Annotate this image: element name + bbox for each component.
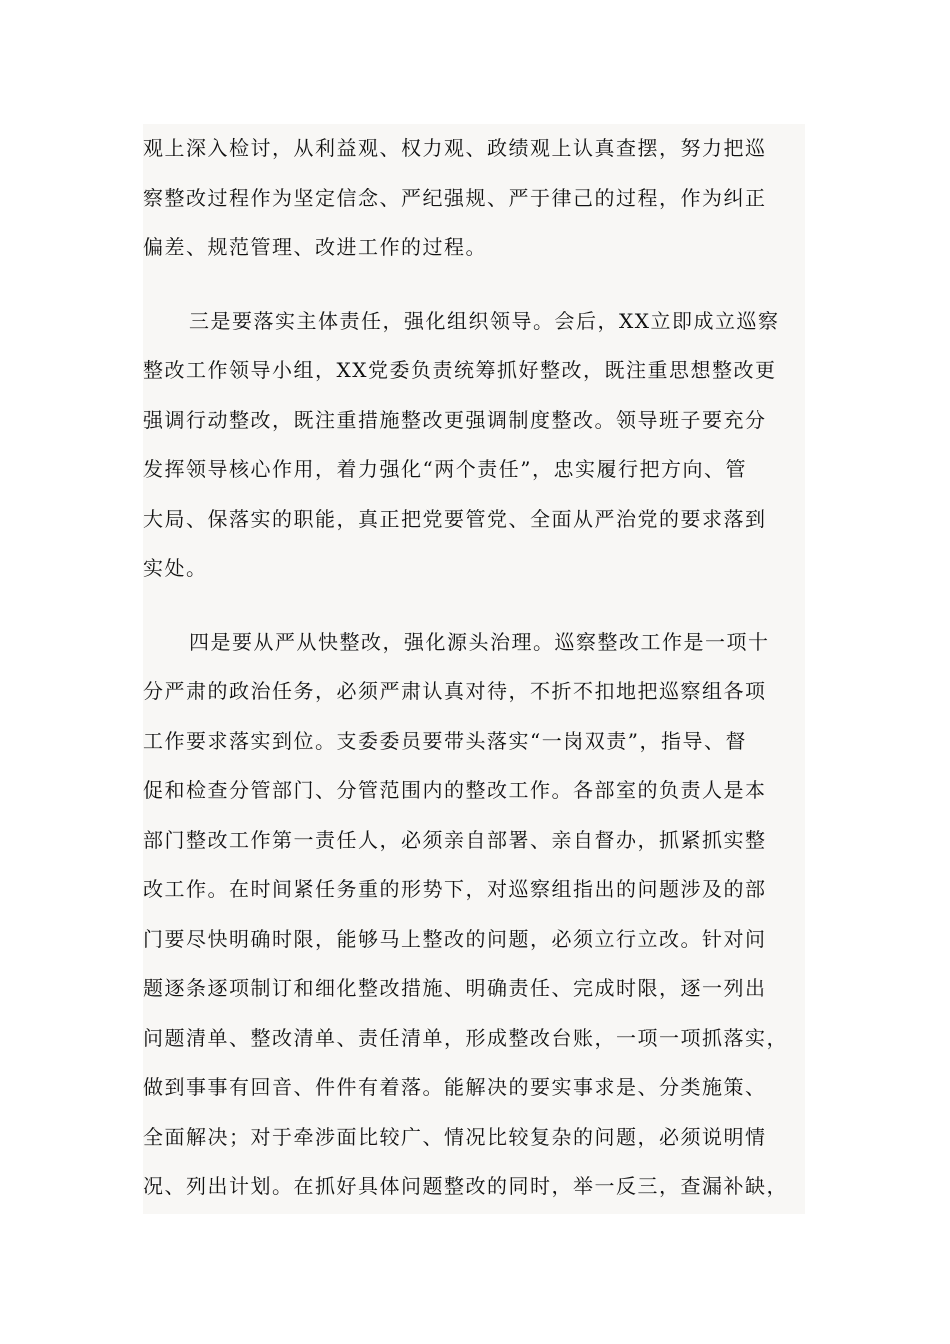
text-line: 分严肃的政治任务，必须严肃认真对待，不折不扣地把巡察组各项 (143, 679, 767, 703)
text-line: 改工作。在时间紧任务重的形势下，对巡察组指出的问题涉及的部 (143, 877, 767, 901)
text-line: 观上深入检讨，从利益观、权力观、政绩观上认真查摆，努力把巡 (143, 136, 767, 160)
text-line: 察整改过程作为坚定信念、严纪强规、严于律己的过程，作为纠正 (143, 185, 767, 210)
text-line: 强调行动整改，既注重措施整改更强调制度整改。领导班子要充分 (143, 407, 767, 432)
text-line: 况、列出计划。在抓好具体问题整改的同时，举一反三，查漏补缺， (143, 1174, 788, 1198)
paragraph-3 (143, 618, 805, 1212)
paragraph-gap (143, 273, 805, 297)
paragraph-1 (143, 124, 805, 273)
text-line: 四是要从严从快整改，强化源头治理。巡察整改工作是一项十 (189, 629, 770, 654)
text-line: 题逐条逐项制订和细化整改措施、明确责任、完成时限，逐一列出 (143, 976, 767, 1000)
text-line: 整改工作领导小组，XX党委负责统筹抓好整改，既注重思想整改更 (143, 358, 777, 382)
text-line: 全面解决；对于牵涉面比较广、情况比较复杂的问题，必须说明情 (143, 1124, 767, 1149)
paragraph-gap (143, 594, 805, 618)
text-line: 发挥领导核心作用，着力强化“两个责任”，忠实履行把方向、管 (143, 457, 747, 481)
text-line: 做到事事有回音、件件有着落。能解决的要实事求是、分类施策、 (143, 1075, 767, 1099)
text-line: 偏差、规范管理、改进工作的过程。 (143, 235, 487, 259)
text-line: 三是要落实主体责任，强化组织领导。会后，XX立即成立巡察 (189, 308, 780, 333)
text-line: 实处。 (143, 556, 208, 580)
paragraph-2 (143, 297, 805, 594)
text-line: 工作要求落实到位。支委委员要带头落实“一岗双责”，指导、督 (143, 728, 747, 753)
document-body (143, 124, 805, 1214)
text-line: 门要尽快明确时限，能够马上整改的问题，必须立行立改。针对问 (143, 926, 767, 951)
text-line: 促和检查分管部门、分管范围内的整改工作。各部室的负责人是本 (143, 778, 767, 802)
text-line: 问题清单、整改清单、责任清单，形成整改台账，一项一项抓落实， (143, 1025, 788, 1050)
text-line: 大局、保落实的职能，真正把党要管党、全面从严治党的要求落到 (143, 506, 767, 531)
text-line: 部门整改工作第一责任人，必须亲自部署、亲自督办，抓紧抓实整 (143, 827, 767, 852)
